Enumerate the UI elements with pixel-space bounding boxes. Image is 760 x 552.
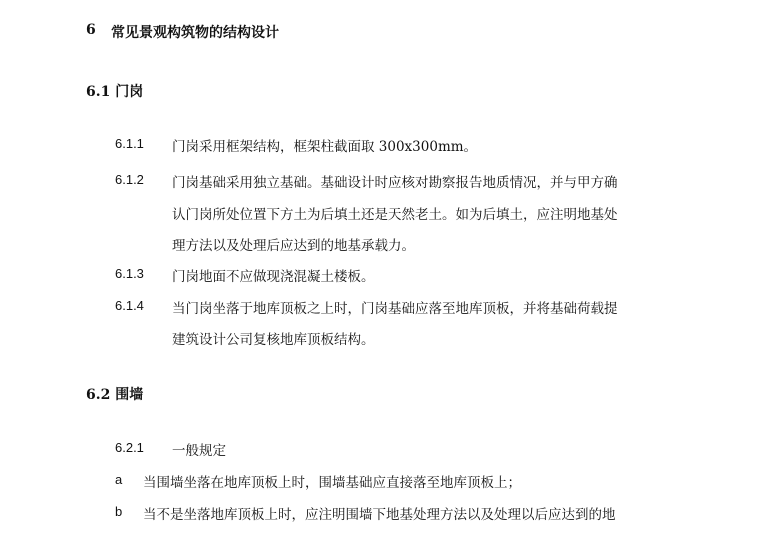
- clause-number: 6.1.4: [115, 298, 144, 313]
- subsection-heading-6-2: 6.2 围墙: [86, 387, 144, 403]
- clause-text: 认门岗所处位置下方土为后填土还是天然老土。如为后填土，应注明地基处: [172, 207, 618, 223]
- list-label: a: [115, 472, 123, 487]
- clause-text: 门岗地面不应做现浇混凝土楼板。: [172, 269, 375, 285]
- clause-text: 理方法以及处理后应达到的地基承载力。: [172, 238, 415, 254]
- clause-text: 建筑设计公司复核地库顶板结构。: [172, 332, 375, 348]
- clause-number: 6.2.1: [115, 440, 144, 455]
- clause-number: 6.1.1: [115, 136, 144, 151]
- section-title: 常见景观构筑物的结构设计: [111, 25, 279, 41]
- clause-number: 6.1.2: [115, 172, 144, 187]
- section-number: 6: [86, 22, 96, 38]
- list-text: 当围墙坐落在地库顶板上时，围墙基础应直接落至地库顶板上；: [143, 475, 521, 491]
- clause-text: 门岗采用框架结构，框架柱截面取 300x300mm。: [172, 139, 478, 155]
- list-text: 当不是坐落地库顶板上时，应注明围墙下地基处理方法以及处理以后应达到的地: [143, 507, 616, 523]
- list-label: b: [115, 504, 123, 519]
- subsection-heading-6-1: 6.1 门岗: [86, 84, 144, 100]
- clause-text: 一般规定: [172, 443, 226, 459]
- clause-text: 门岗基础采用独立基础。基础设计时应核对勘察报告地质情况，并与甲方确: [172, 175, 618, 191]
- clause-number: 6.1.3: [115, 266, 144, 281]
- clause-text: 当门岗坐落于地库顶板之上时，门岗基础应落至地库顶板，并将基础荷载提: [172, 301, 618, 317]
